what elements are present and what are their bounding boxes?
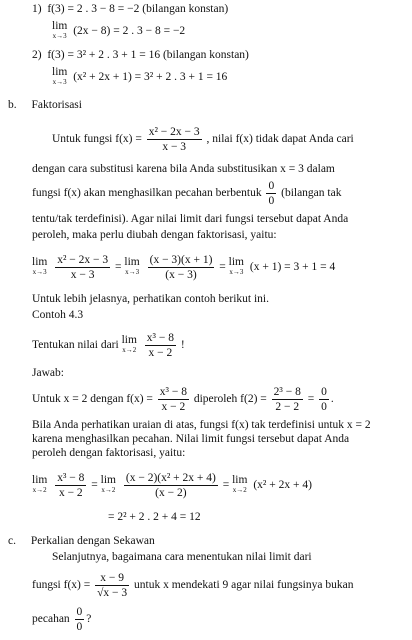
fraction-zero-over-zero: $\frac{0}{0}$ xyxy=(268,179,275,207)
item2-label: 2) xyxy=(32,49,42,61)
answer-label: Jawab: xyxy=(32,367,64,379)
item2-limit-expr: (x² + 2x + 1) = 3² + 2 . 3 + 1 = 16 xyxy=(73,71,228,83)
para-b1-line2: dengan cara substitusi karena bila Anda substitusikan x = 3 dalam xyxy=(32,163,335,175)
equation-factorization-1: lim x→3 $\frac{\text{x² − 2x − 3}}{x - 3}$ = lim x→3 $\frac{(x - 3)(x + 1)}{(x - 3)}$ = lim x→3 (x + 1) = 3 + 1 = 4 xyxy=(32,253,336,281)
para-b1-line4: tentu/tak terdefinisi). Agar nilai limit dari fungsi tersebut dapat Anda xyxy=(32,213,349,225)
item1-limit-expr: (2x − 8) = 2 . 3 − 8 = −2 xyxy=(73,25,186,37)
para-c-line3: pecahan $\frac{0}{0}$ ? xyxy=(32,605,92,633)
para-b1-line5: peroleh, maka perlu diubah dengan faktorisasi, yaitu: xyxy=(32,229,277,241)
equation-factorization-2: lim x→2 $\frac{\text{x³ − 8}}{x - 2}$ = lim x→2 $\frac{\text{(x − 2)(x² + 2x + 4)}}{(x - 2)}$ = lim x→2 (x² + 2x + 4) xyxy=(32,471,312,499)
item2-line xyxy=(32,48,249,62)
item1-f-eq: f(3) = 2 . 3 − 8 = −2 (bilangan konstan) xyxy=(47,3,229,15)
item1-label: 1) xyxy=(32,3,42,15)
lim-operator: lim x→3 xyxy=(32,256,48,277)
section-b-label: b. xyxy=(8,99,17,111)
answer-line: Untuk x = 2 dengan f(x) = $\frac{\text{x³ − 8}}{x - 2}$ diperoleh f(2) = $\frac{\text{2³ − 8}}{2 - 2}$ = $\frac{0}{0}$ . xyxy=(32,385,334,413)
para-b1-line3: fungsi f(x) akan menghasilkan pecahan berbentuk $\frac{0}{0}$ (bilangan tak xyxy=(32,179,342,207)
section-b-title: Faktorisasi xyxy=(31,99,82,111)
item1-limit xyxy=(52,20,185,42)
section-c-title: Perkalian dengan Sekawan xyxy=(30,535,155,547)
item2-f-eq: f(3) = 3² + 2 . 3 + 1 = 16 (bilangan konstan) xyxy=(47,49,249,61)
equation-2-result: (x² + 2x + 4) xyxy=(253,479,312,491)
equation-1-result: (x + 1) = 3 + 1 = 4 xyxy=(249,261,336,273)
para-b3-line1: Bila Anda perhatikan uraian di atas, fungsi f(x) tak terdefinisi untuk x = 2 xyxy=(32,419,371,431)
lim-operator: lim x→3 xyxy=(52,20,68,41)
para-b1-line1: Untuk fungsi f(x) = $\frac{\text{x² − 2x − 3}}{x - 3}$ , nilai f(x) tidak dapat Anda cari xyxy=(52,125,354,153)
item1-line xyxy=(32,2,228,16)
lim-operator: lim x→3 xyxy=(52,66,68,87)
example-label: Contoh 4.3 xyxy=(32,309,84,321)
example-question: Tentukan nilai dari lim x→2 $\frac{\text{x³ − 8}}{x - 2}$ ! xyxy=(32,331,185,359)
para-b3-line3: peroleh dengan faktorisasi, yaitu: xyxy=(32,447,186,459)
para-c-line1: Selanjutnya, bagaimana cara menentukan nilai limit dari xyxy=(52,551,312,563)
item2-limit xyxy=(52,66,227,88)
section-c-label: c. xyxy=(8,535,16,547)
para-b2: Untuk lebih jelasnya, perhatikan contoh berikut ini. xyxy=(32,293,269,305)
para-b3-line2: karena menghasilkan pecahan. Nilai limit fungsi tersebut dapat Anda xyxy=(32,433,350,445)
para-c-line2: fungsi f(x) = $\frac{x - 9}{√x - 3}$ untuk x mendekati 9 agar nilai fungsinya bukan xyxy=(32,571,354,599)
section-b-heading xyxy=(8,98,82,112)
section-c-heading xyxy=(8,534,155,548)
fraction-fx: $\frac{\text{x² − 2x − 3}}{x - 3}$ xyxy=(148,125,200,153)
equation-2-final: = 2² + 2 . 2 + 4 = 12 xyxy=(108,511,201,523)
